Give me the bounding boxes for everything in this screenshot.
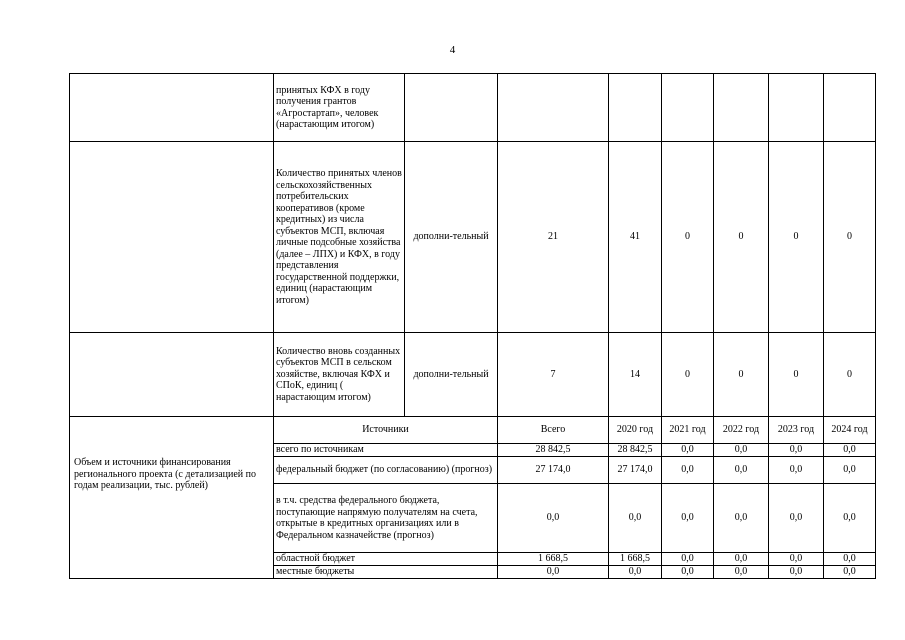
financing-section-title: Объем и источники финансирования регионального проекта (с детализацией по годам реализации, тыс. рублей) (70, 417, 274, 579)
indicator-value: 0 (714, 142, 769, 333)
indicator-value: 0 (662, 142, 714, 333)
page-number: 4 (449, 44, 456, 56)
financing-value: 0,0 (769, 457, 824, 484)
indicator-name: Количество принятых членов сельскохозяйственных потребительских кооперативов (кроме кредитных) из числа субъектов МСП, включая личные подсобные хозяйства (далее – ЛПХ) и КФХ, в году представления государственной поддержки, единиц (нарастающим итогом) (274, 142, 405, 333)
indicator-name: принятых КФХ в году получения грантов «Агростартап», человек (нарастающим итогом) (274, 74, 405, 142)
financing-value: 0,0 (662, 484, 714, 553)
financing-value: 0,0 (714, 566, 769, 579)
financing-value: 1 668,5 (609, 553, 662, 566)
financing-total: 28 842,5 (498, 444, 609, 457)
indicator-value: 0 (662, 333, 714, 417)
financing-value: 0,0 (824, 484, 876, 553)
indicator-value: 0 (824, 333, 876, 417)
document-table (69, 73, 876, 579)
indicator-value: 14 (609, 333, 662, 417)
financing-value: 0,0 (662, 457, 714, 484)
year-header: 2021 год (662, 417, 714, 444)
indicator-value (824, 74, 876, 142)
year-header: 2022 год (714, 417, 769, 444)
year-header: 2023 год (769, 417, 824, 444)
indicator-value: 0 (824, 142, 876, 333)
financing-value: 0,0 (769, 444, 824, 457)
financing-value: 0,0 (824, 566, 876, 579)
financing-header-row (70, 417, 876, 444)
indicator-value: 0 (714, 333, 769, 417)
year-header: 2020 год (609, 417, 662, 444)
financing-source-label: местные бюджеты (274, 566, 498, 579)
indicator-row (70, 333, 876, 417)
financing-value: 0,0 (824, 457, 876, 484)
financing-value: 0,0 (824, 553, 876, 566)
indicator-name: Количество вновь созданных субъектов МСП в сельском хозяйстве, включая КФХ и СПоК, единиц ( нарастающим итогом) (274, 333, 405, 417)
financing-value: 0,0 (714, 553, 769, 566)
financing-source-label: федеральный бюджет (по согласованию) (прогноз) (274, 457, 498, 484)
financing-value: 27 174,0 (609, 457, 662, 484)
empty-section-cell (70, 142, 274, 333)
indicator-value (769, 74, 824, 142)
indicator-value: 41 (609, 142, 662, 333)
indicator-value: 0 (769, 333, 824, 417)
indicator-value: 7 (498, 333, 609, 417)
financing-value: 0,0 (714, 484, 769, 553)
indicator-type: дополни-тельный (405, 333, 498, 417)
financing-total: 27 174,0 (498, 457, 609, 484)
indicator-value: 0 (769, 142, 824, 333)
sources-header: Источники (274, 417, 498, 444)
financing-total: 0,0 (498, 566, 609, 579)
financing-value: 0,0 (662, 566, 714, 579)
financing-value: 0,0 (609, 566, 662, 579)
financing-total: 0,0 (498, 484, 609, 553)
indicator-row (70, 74, 876, 142)
indicator-type (405, 74, 498, 142)
financing-value: 0,0 (769, 566, 824, 579)
total-header: Всего (498, 417, 609, 444)
financing-value: 0,0 (609, 484, 662, 553)
indicator-value (498, 74, 609, 142)
indicator-type: дополни-тельный (405, 142, 498, 333)
indicator-value (662, 74, 714, 142)
indicator-value (609, 74, 662, 142)
financing-value: 0,0 (824, 444, 876, 457)
financing-source-label: областной бюджет (274, 553, 498, 566)
financing-value: 28 842,5 (609, 444, 662, 457)
financing-value: 0,0 (662, 553, 714, 566)
indicator-value (714, 74, 769, 142)
empty-section-cell (70, 74, 274, 142)
year-header: 2024 год (824, 417, 876, 444)
financing-value: 0,0 (714, 457, 769, 484)
indicator-value: 21 (498, 142, 609, 333)
financing-source-label: всего по источникам (274, 444, 498, 457)
financing-value: 0,0 (714, 444, 769, 457)
financing-value: 0,0 (662, 444, 714, 457)
empty-section-cell (70, 333, 274, 417)
financing-total: 1 668,5 (498, 553, 609, 566)
financing-source-label: в т.ч. средства федерального бюджета, поступающие напрямую получателям на счета, открытые в кредитных организациях или в Федеральном казначействе (прогноз) (274, 484, 498, 553)
financing-value: 0,0 (769, 553, 824, 566)
indicator-row (70, 142, 876, 333)
financing-value: 0,0 (769, 484, 824, 553)
